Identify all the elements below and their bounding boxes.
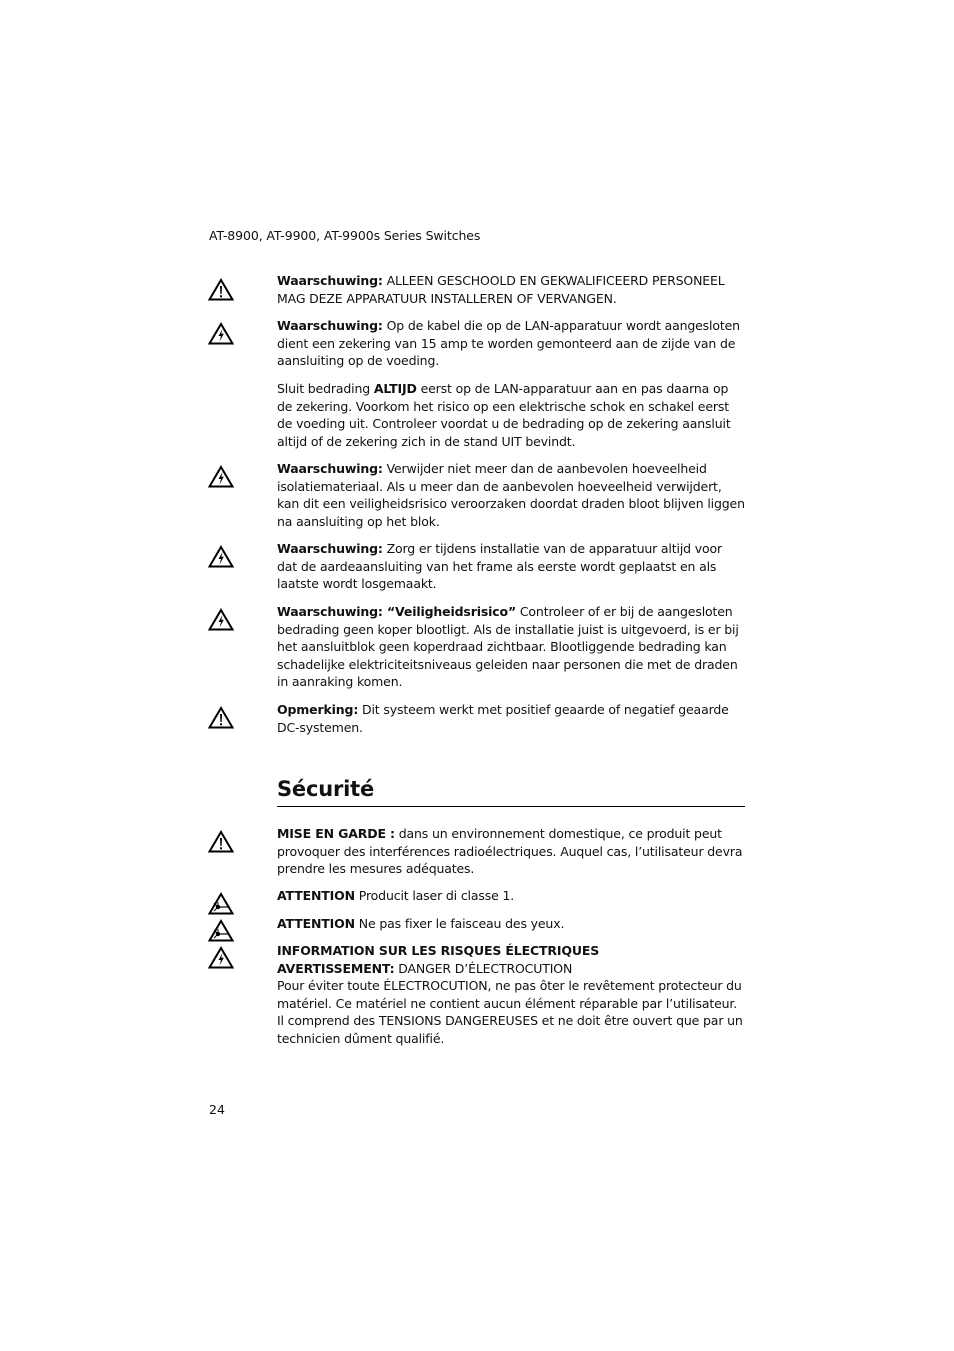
caution-label: MISE EN GARDE : <box>277 826 395 841</box>
info-heading: INFORMATION SUR LES RISQUES ÉLECTRIQUES <box>277 943 600 958</box>
electrical-risk-info <box>277 942 745 1048</box>
warning-fuse <box>277 317 745 370</box>
note-dc-systems <box>277 701 745 736</box>
warning-label: Waarschuwing: <box>277 461 383 476</box>
running-head: AT-8900, AT-9900, AT-9900s Series Switches <box>209 228 481 243</box>
caution-text: dans un environnement domestique, ce produit peut provoquer des interférences radioélectriques. Auquel cas, l’utilisateur devra prendre les mesures adéquates. <box>277 826 743 877</box>
warning-safety-risk <box>277 603 745 691</box>
attention-label: ATTENTION <box>277 888 355 903</box>
note-label: Opmerking: <box>277 702 359 717</box>
caution-radio-interference <box>277 825 745 878</box>
warning-text: Zorg er tijdens installatie van de apparatuur altijd voor dat de aardeaansluiting van het frame als eerste wordt geplaatst en als laatste wordt losgemaakt. <box>277 541 722 592</box>
warning-body: Pour éviter toute ÉLECTROCUTION, ne pas ôter le revêtement protecteur du matériel. Ce matériel ne contient aucun élément réparable par l’utilisateur. Il comprend des TENSIONS DANGEREUSES et ne doit être ouvert que par un technicien dûment qualifié. <box>277 978 743 1046</box>
attention-text: Ne pas fixer le faisceau des yeux. <box>354 916 565 931</box>
warning-icon <box>208 278 234 301</box>
electrical-hazard-icon <box>208 465 234 488</box>
warning-icon <box>208 830 234 853</box>
electrical-hazard-icon <box>208 545 234 568</box>
warning-label: AVERTISSEMENT: <box>277 960 395 976</box>
laser-icon <box>208 892 234 915</box>
page-number: 24 <box>209 1102 225 1117</box>
wiring-instructions <box>277 380 745 450</box>
attention-text: Producit laser di classe 1. <box>354 888 515 903</box>
warning-insulation <box>277 460 745 530</box>
warning-icon <box>208 706 234 729</box>
warning-qualified-personnel <box>277 272 745 307</box>
attention-laser-class <box>277 887 745 905</box>
attention-label: ATTENTION <box>277 916 355 931</box>
warning-icon <box>208 322 234 345</box>
warning-text: Controleer of er bij de aangesloten bedrading geen koper blootligt. Als de installatie juist is uitgevoerd, is er bij het aansluitblok geen koperdraad zichtbaar. Blootliggende bedrading kan schadelijke elektriciteitsniveaus geleiden naar personen die met de draden in aanraking komen. <box>277 604 739 690</box>
warning-label: Waarschuwing: <box>277 541 383 556</box>
electrical-hazard-icon <box>208 608 234 631</box>
warning-text: Verwijder niet meer dan de aanbevolen hoeveelheid isolatiemateriaal. Als u meer dan de aanbevolen hoeveelheid verwijdert, kan dit een veiligheidsrisico veroorzaken doordat draden bloot blijven liggen na aansluiting op het blok. <box>277 461 745 529</box>
wiring-text-bold: ALTIJD <box>373 381 417 396</box>
attention-beam <box>277 915 745 933</box>
warning-text: Op de kabel die op de LAN-apparatuur wordt aangesloten dient een zekering van 15 amp te worden gemonteerd aan de zijde van de aansluiting op de voeding. <box>277 318 740 369</box>
warning-text: DANGER D’ÉLECTROCUTION <box>394 960 573 976</box>
laser-icon <box>208 919 234 942</box>
electrical-hazard-icon <box>208 946 234 969</box>
warning-label: Waarschuwing: <box>277 273 383 288</box>
note-text: Dit systeem werkt met positief geaarde of negatief geaarde DC-systemen. <box>277 702 729 735</box>
warning-grounding <box>277 540 745 593</box>
warning-text: ALLEEN GESCHOOLD EN GEKWALIFICEERD PERSONEEL MAG DEZE APPARATUUR INSTALLEREN OF VERVANGEN. <box>277 273 725 306</box>
wiring-text-pre: Sluit bedrading <box>277 381 374 396</box>
section-title: Sécurité <box>277 777 745 807</box>
warning-label: Waarschuwing: “Veiligheidsrisico” <box>277 604 517 619</box>
warning-label: Waarschuwing: <box>277 318 383 333</box>
wiring-text-post: eerst op de LAN-apparatuur aan en pas daarna op de zekering. Voorkom het risico op een elektrische schok en schakel eerst de voeding uit. Controleer voordat u de bedrading op de zekering aansluit altijd of de zekering zich in de stand UIT bevindt. <box>277 381 731 449</box>
